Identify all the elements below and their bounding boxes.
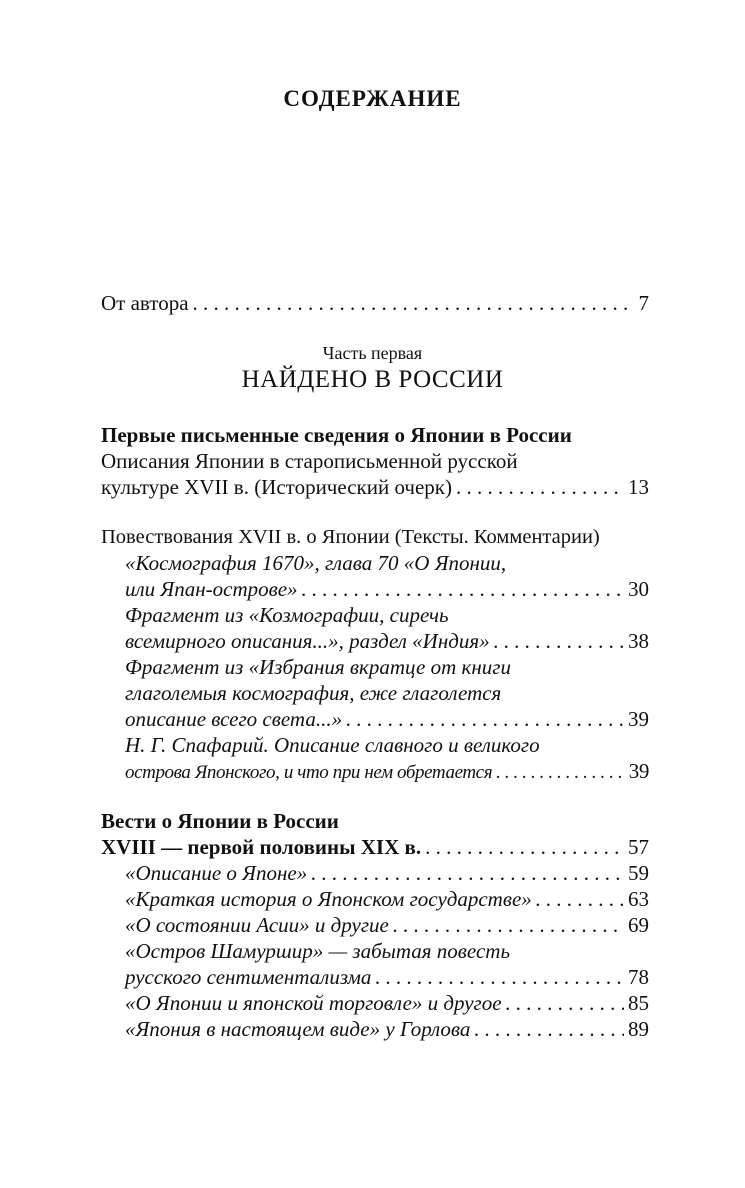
toc-entry-label: культуре XVII в. (Исторический очерк) [101,475,453,499]
toc-entry[interactable] [125,628,649,654]
leader-dots [346,706,624,732]
part-title: НАЙДЕНО В РОССИИ [241,366,504,393]
leader-dots [494,628,624,654]
toc-entry-label: описание всего света...» [125,707,343,731]
toc-entry-section3[interactable] [101,834,649,860]
toc-entry-section1[interactable] [101,474,649,500]
toc-page-number: 78 [628,965,649,989]
toc-page-number: 57 [628,835,649,859]
toc-entry[interactable] [125,886,649,912]
toc-entry-label: «О состоянии Асии» и другие [125,913,389,937]
toc-entry-label: XVIII — первой половины XIX в. [101,835,422,859]
toc-page-number: 63 [628,887,649,911]
toc-page-number: 38 [628,629,649,653]
toc-page-number: 85 [628,991,649,1015]
leader-dots [375,964,624,990]
toc-page-number: 89 [628,1017,649,1041]
toc-entry[interactable] [125,576,649,602]
toc-entry[interactable] [125,964,649,990]
toc-entry-label: или Япан-острове» [125,577,298,601]
toc-entry-label: «Краткая история о Японском государстве» [125,887,532,911]
toc-page-number: 7 [638,291,649,315]
toc-page-number: 13 [628,475,649,499]
leader-dots [393,912,624,938]
leader-dots [496,760,625,786]
toc-entry[interactable] [125,1016,649,1042]
toc-entry-line: Описания Японии в старописьменной русской [101,449,518,473]
toc-entry-label: русского сентиментализма [125,965,372,989]
section-title: Повествования XVII в. о Японии (Тексты. Комментарии) [101,526,600,548]
toc-entry-line: Фрагмент из «Избрания вкратце от книги [125,655,511,679]
toc-page-number: 39 [628,707,649,731]
toc-entry-label: От автора [101,291,189,315]
toc-entry[interactable] [125,706,649,732]
toc-entry-line: Фрагмент из «Козмографии, сиречь [125,603,449,627]
toc-entry-label: всемирного описания...», раздел «Индия» [125,629,490,653]
toc-entry-line: глаголемыя космография, еже глаголется [125,681,502,705]
toc-entry-author[interactable] [101,290,649,316]
page-title: СОДЕРЖАНИЕ [283,86,462,111]
toc-entry[interactable] [125,990,649,1016]
toc-entry-line: Н. Г. Спафарий. Описание славного и великого [125,733,540,757]
toc-entry[interactable] [125,912,649,938]
leader-dots [193,290,635,316]
section-title: Первые письменные сведения о Японии в России [101,423,572,447]
leader-dots [506,990,624,1016]
toc-entry-line: «Космография 1670», глава 70 «О Японии, [125,551,507,575]
toc-entry-label: «Описание о Японе» [125,861,308,885]
leader-dots [474,1016,624,1042]
leader-dots [536,886,624,912]
leader-dots [425,834,624,860]
toc-page-number: 59 [628,861,649,885]
toc-page-number: 69 [628,913,649,937]
toc-entry-label: «Япония в настоящем виде» у Горлова [125,1017,471,1041]
leader-dots [311,860,624,886]
toc-entry[interactable] [125,860,649,886]
toc-entry-label: «О Японии и японской торговле» и другое [125,991,502,1015]
part-label: Часть первая [322,343,423,363]
toc-entry-line: «Остров Шамуршир» — забытая повесть [125,939,511,963]
toc-entry-label: острова Японского, и что при нем обретается [125,762,493,783]
section-title: Вести о Японии в России [101,809,339,833]
toc-entry[interactable] [125,758,649,784]
leader-dots [456,474,624,500]
toc-page-number: 30 [628,577,649,601]
leader-dots [302,576,624,602]
toc-page-number: 39 [628,759,649,783]
